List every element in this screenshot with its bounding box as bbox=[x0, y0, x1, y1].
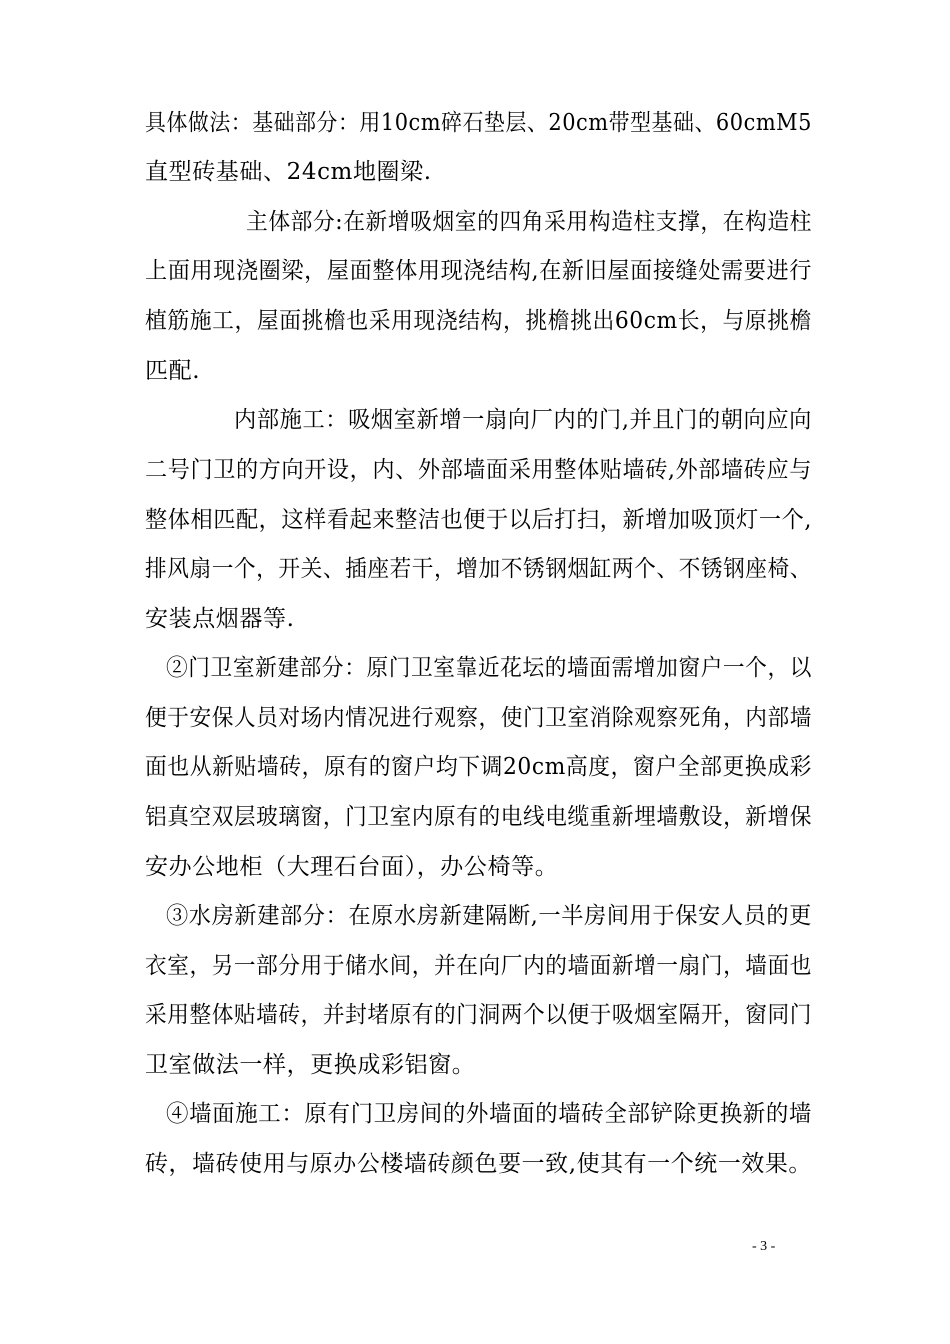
paragraph-line: 卫室做法一样，更换成彩铝窗。 bbox=[145, 1052, 476, 1078]
paragraph-line: 铝真空双层玻璃窗，门卫室内原有的电线电缆重新埋墙敷设，新增保 bbox=[145, 804, 813, 830]
paragraph-line: 衣室，另一部分用于储水间，并在向厂内的墙面新增一扇门，墙面也 bbox=[145, 953, 813, 979]
paragraph-line: 二号门卫的方向开设，内、外部墙面采用整体贴墙砖,外部墙砖应与 bbox=[145, 457, 812, 483]
paragraph-line: 面也从新贴墙砖，原有的窗户均下调20cm高度，窗户全部更换成彩 bbox=[145, 754, 812, 780]
paragraph-line: 直型砖基础、24cm地圈梁. bbox=[145, 159, 432, 185]
paragraph-line: ③水房新建部分：在原水房新建隔断,一半房间用于保安人员的更 bbox=[166, 903, 812, 929]
paragraph-line: 主体部分:在新增吸烟室的四角采用构造柱支撑，在构造柱 bbox=[246, 209, 812, 235]
paragraph-line: 排风扇一个，开关、插座若干，增加不锈钢烟缸两个、不锈钢座椅、 bbox=[145, 556, 813, 582]
paragraph-line: 安办公地柜（大理石台面），办公椅等。 bbox=[145, 854, 559, 880]
paragraph-line: 植筋施工，屋面挑檐也采用现浇结构，挑檐挑出60cm长，与原挑檐 bbox=[145, 308, 812, 334]
paragraph-line: 安装点烟器等. bbox=[145, 606, 295, 632]
paragraph-line: 砖，墙砖使用与原办公楼墙砖颜色要一致,使其有一个统一效果。 bbox=[145, 1151, 812, 1177]
paragraph-line: 采用整体贴墙砖，并封堵原有的门洞两个以便于吸烟室隔开，窗同门 bbox=[145, 1002, 813, 1028]
paragraph-line: ④墙面施工：原有门卫房间的外墙面的墙砖全部铲除更换新的墙 bbox=[166, 1101, 813, 1127]
paragraph-line: 上面用现浇圈梁，屋面整体用现浇结构,在新旧屋面接缝处需要进行 bbox=[145, 258, 812, 284]
paragraph-line: 匹配. bbox=[145, 358, 201, 384]
paragraph-line: 整体相匹配，这样看起来整洁也便于以后打扫，新增加吸顶灯一个, bbox=[145, 507, 812, 533]
paragraph-line: ②门卫室新建部分：原门卫室靠近花坛的墙面需增加窗户一个，以 bbox=[166, 655, 813, 681]
paragraph-line: 内部施工：吸烟室新增一扇向厂内的门,并且门的朝向应向 bbox=[234, 407, 813, 433]
page-number: - 3 - bbox=[752, 1239, 776, 1254]
paragraph-line: 便于安保人员对场内情况进行观察，使门卫室消除观察死角，内部墙 bbox=[145, 705, 813, 731]
paragraph-line: 具体做法：基础部分：用10cm碎石垫层、20cm带型基础、60cmM5 bbox=[145, 110, 812, 136]
